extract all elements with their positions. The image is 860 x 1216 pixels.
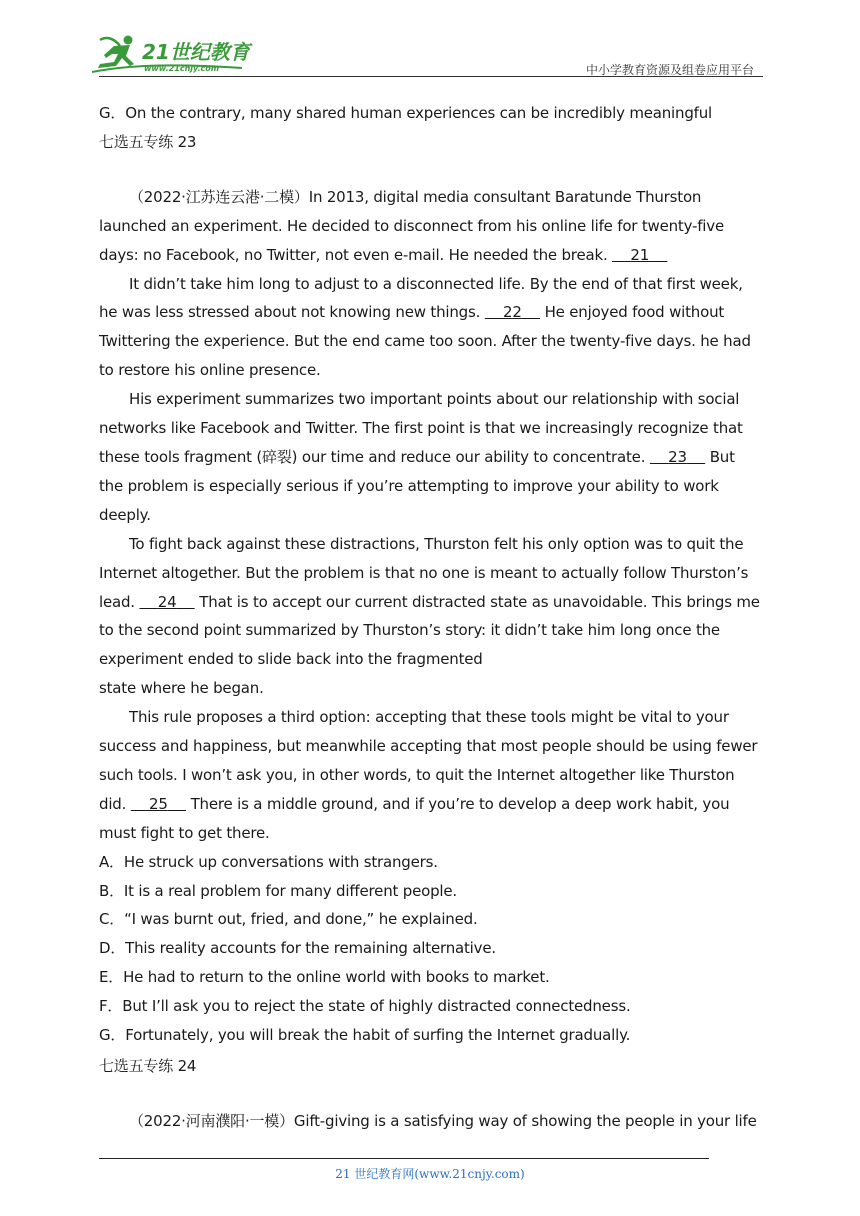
blank-22[interactable]: 22 bbox=[503, 303, 522, 322]
option-a: A．He struck up conversations with strangers. bbox=[99, 852, 438, 871]
option-g: G．Fortunately, you will break the habit of surfing the Internet gradually. bbox=[99, 1026, 631, 1045]
footer-divider bbox=[99, 1158, 709, 1159]
section-24-title: 七选五专练 24 bbox=[99, 1057, 197, 1075]
option-d: D．This reality accounts for the remaining alternative. bbox=[99, 939, 496, 958]
paragraph-text: Gift-giving is a satisfying way of showing the people in your life bbox=[293, 1111, 757, 1130]
option-b: B．It is a real problem for many different people. bbox=[99, 881, 457, 900]
blank-24[interactable]: 24 bbox=[157, 592, 177, 611]
page-header bbox=[0, 0, 860, 82]
paragraph-text: But the problem is especially serious if you’re attempting to improve your ability to work deeply. bbox=[99, 447, 735, 524]
option-c: C．“I was burnt out, fried, and done,” he explained. bbox=[99, 910, 478, 929]
paragraph-text: He enjoyed food without Twittering the experience. But the end came too soon. After the twenty-five days. he had to restore his online presence. bbox=[99, 303, 751, 380]
document-body bbox=[99, 99, 763, 1136]
spacer bbox=[99, 157, 763, 183]
paragraph-text: There is a middle ground, and if you’re to develop a deep work habit, you must fight to get there. bbox=[99, 794, 730, 842]
header-divider bbox=[99, 76, 763, 77]
svg-text:21世纪教育: 21世纪教育 bbox=[142, 40, 250, 64]
passage-paragraph-1 bbox=[99, 183, 763, 270]
blank-23[interactable]: 23 bbox=[668, 447, 687, 466]
svg-text:www.21cnjy.com: www.21cnjy.com bbox=[144, 64, 220, 73]
runner-logo-icon bbox=[92, 34, 262, 76]
site-logo[interactable] bbox=[92, 34, 262, 76]
passage-paragraph-4-continued: state where he began. bbox=[99, 679, 264, 698]
section-24-paragraph-1 bbox=[99, 1107, 763, 1136]
spacer bbox=[99, 1081, 763, 1107]
passage-paragraph-5 bbox=[99, 703, 763, 848]
option-e: E．He had to return to the online world with books to market. bbox=[99, 968, 550, 987]
paragraph-text: His experiment summarizes two important points about our relationship with social networks like Facebook and Twitter. The first point is that we increasingly recognize that these tools fragment (碎裂) our time and reduce our ability to concentrate. bbox=[99, 390, 743, 466]
passage-paragraph-4 bbox=[99, 530, 763, 675]
source-label: （2022·江苏连云港·二模） bbox=[129, 187, 309, 206]
paragraph-text: To fight back against these distractions, Thurston felt his only option was to quit the Internet altogether. But the problem is that no one is meant to actually follow Thurston’s lead. bbox=[99, 534, 749, 611]
previous-option-g: G．On the contrary, many shared human experiences can be incredibly meaningful bbox=[99, 104, 713, 122]
passage-paragraph-2 bbox=[99, 270, 763, 386]
source-label: （2022·河南濮阳·一模） bbox=[129, 1111, 294, 1130]
platform-name: 中小学教育资源及组卷应用平台 bbox=[585, 63, 754, 77]
paragraph-text: In 2013, digital media consultant Baratunde Thurston launched an experiment. He decided to disconnect from his online life for twenty-five days: no Facebook, no Twitter, not even e-mail. He needed the break. bbox=[99, 187, 724, 264]
footer-link[interactable]: 21 世纪教育网(www.21cnjy.com) bbox=[335, 1167, 525, 1181]
blank-25[interactable]: 25 bbox=[149, 794, 168, 813]
option-f: F．But I’ll ask you to reject the state of highly distracted connectedness. bbox=[99, 997, 631, 1016]
passage-paragraph-3 bbox=[99, 385, 763, 530]
paragraph-text: That is to accept our current distracted state as unavoidable. This brings me to the second point summarized by Thurston’s story: it didn’t take him long once the experiment ended to slide back into the fragmented bbox=[99, 592, 760, 669]
section-23-title: 七选五专练 23 bbox=[99, 132, 197, 151]
paragraph-text: It didn’t take him long to adjust to a disconnected life. By the end of that first week, he was less stressed about not knowing new things. bbox=[99, 274, 743, 322]
paragraph-text: This rule proposes a third option: accepting that these tools might be vital to your success and happiness, but meanwhile accepting that most people should be using fewer such tools. I won’t ask you, in other words, to quit the Internet altogether like Thurston did. bbox=[99, 708, 758, 813]
blank-21[interactable]: 21 bbox=[630, 245, 650, 264]
